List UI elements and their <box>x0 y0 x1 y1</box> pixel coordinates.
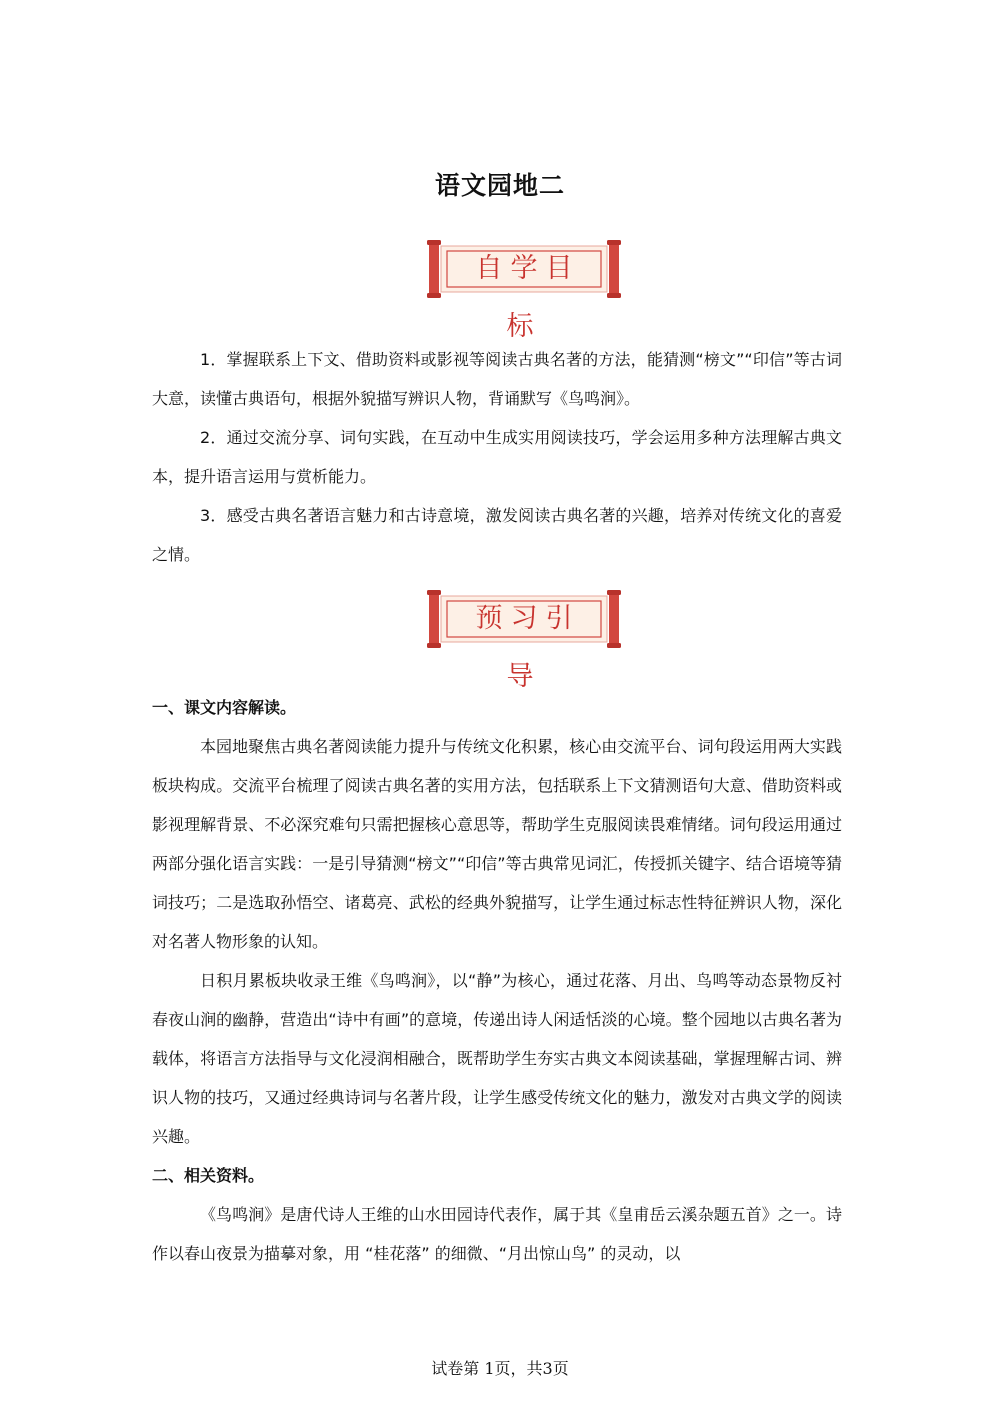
section2-paragraph-1: 《鸟鸣涧》是唐代诗人王维的山水田园诗代表作，属于其《皇甫岳云溪杂题五首》之一。诗作以春山夜景为描摹对象，用 “桂花落” 的细微、“月出惊山鸟” 的灵动，以 <box>152 1205 842 1263</box>
main-content <box>152 688 842 1273</box>
goal-item-3: 3．感受古典名著语言魅力和古诗意境，激发阅读古典名著的兴趣，培养对传统文化的喜爱之情。 <box>152 506 842 564</box>
page-title: 语文园地二 <box>434 171 565 200</box>
page-footer: 试卷第 1页，共3页 <box>431 1359 569 1378</box>
section2-heading: 二、相关资料。 <box>152 1166 265 1185</box>
banner-goals-label: 自学目标 <box>475 253 581 342</box>
section1-paragraph-2: 日积月累板块收录王维《鸟鸣涧》，以“静”为核心，通过花落、月出、鸟鸣等动态景物反衬春夜山涧的幽静，营造出“诗中有画”的意境，传递出诗人闲适恬淡的心境。整个园地以古典名著为载体，将语言方法指导与文化浸润相融合，既帮助学生夯实古典文本阅读基础，掌握理解古词、辨识人物的技巧，又通过经典诗词与名著片段，让学生感受传统文化的魅力，激发对古典文学的阅读兴趣。 <box>152 971 842 1146</box>
goal-item-2: 2．通过交流分享、词句实践，在互动中生成实用阅读技巧，学会运用多种方法理解古典文本，提升语言运用与赏析能力。 <box>152 428 842 486</box>
banner-goals <box>427 240 621 342</box>
goals-list <box>152 340 842 574</box>
banner-guide <box>427 590 621 692</box>
section1-paragraph-1: 本园地聚焦古典名著阅读能力提升与传统文化积累，核心由交流平台、词句段运用两大实践板块构成。交流平台梳理了阅读古典名著的实用方法，包括联系上下文猜测语句大意、借助资料或影视理解背景、不必深究难句只需把握核心意思等，帮助学生克服阅读畏难情绪。词句段运用通过两部分强化语言实践：一是引导猜测“榜文”“印信”等古典常见词汇，传授抓关键字、结合语境等猜词技巧；二是选取孙悟空、诸葛亮、武松的经典外貌描写，让学生通过标志性特征辨识人物，深化对名著人物形象的认知。 <box>152 737 842 951</box>
section1-heading: 一、课文内容解读。 <box>152 698 297 717</box>
goal-item-1: 1．掌握联系上下文、借助资料或影视等阅读古典名著的方法，能猜测“榜文”“印信”等古词大意，读懂古典语句，根据外貌描写辨识人物，背诵默写《鸟鸣涧》。 <box>152 350 842 408</box>
banner-guide-label: 预习引导 <box>475 603 581 692</box>
